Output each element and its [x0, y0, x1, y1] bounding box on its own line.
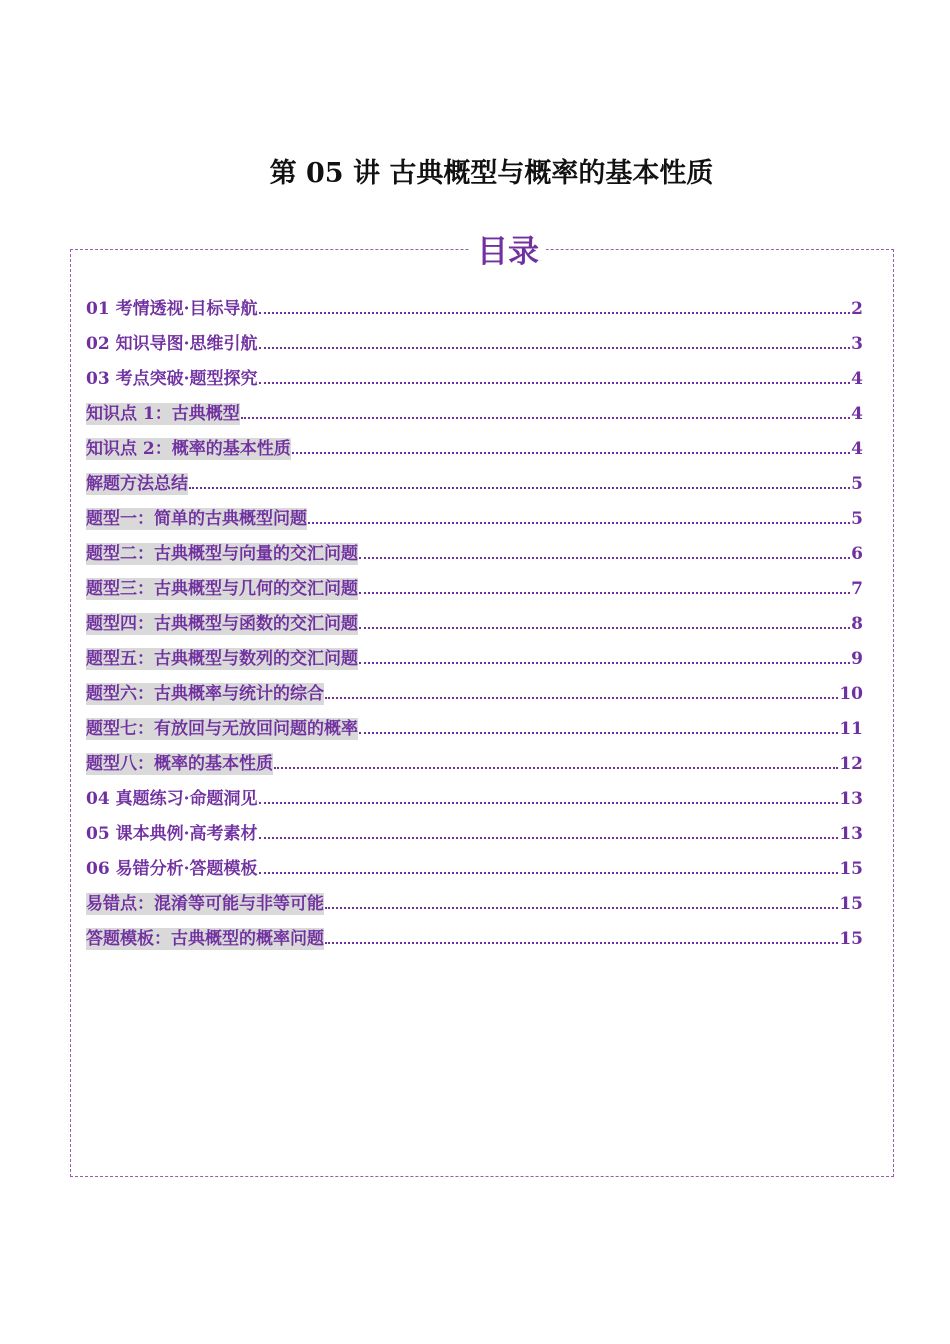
toc-heading: 目录: [470, 232, 546, 272]
toc-entry[interactable]: [86, 396, 863, 431]
toc-page-number[interactable]: 5: [851, 508, 863, 529]
toc-entry-label[interactable]: 02 知识导图·思维引航: [86, 333, 258, 354]
toc-dot-leader: [325, 942, 838, 944]
toc-entry-label[interactable]: 题型七：有放回与无放回问题的概率: [86, 718, 358, 739]
toc-entry-label[interactable]: 知识点 1：古典概型: [86, 403, 240, 424]
toc-page-number[interactable]: 15: [839, 928, 863, 949]
toc-page-number[interactable]: 13: [839, 788, 863, 809]
toc-page-number[interactable]: 12: [839, 753, 863, 774]
toc-page-number[interactable]: 9: [851, 648, 863, 669]
toc-entry[interactable]: [86, 326, 863, 361]
toc-entry[interactable]: [86, 606, 863, 641]
toc-page-number[interactable]: 15: [839, 893, 863, 914]
toc-page-number[interactable]: 6: [851, 543, 863, 564]
toc-entry-label[interactable]: 解题方法总结: [86, 473, 188, 494]
toc-dot-leader: [259, 837, 839, 839]
toc-page-number[interactable]: 13: [839, 823, 863, 844]
toc-entry[interactable]: [86, 746, 863, 781]
toc-dot-leader: [308, 522, 850, 524]
page-title: 第 05 讲 古典概型与概率的基本性质: [269, 158, 714, 189]
toc-entry[interactable]: [86, 501, 863, 536]
toc-page-number[interactable]: 4: [851, 368, 863, 389]
toc-dot-leader: [359, 592, 850, 594]
toc-entry-label[interactable]: 题型四：古典概型与函数的交汇问题: [86, 613, 358, 634]
toc-page-number[interactable]: 8: [851, 613, 863, 634]
toc-page-number[interactable]: 4: [851, 438, 863, 459]
toc-entry-label[interactable]: 答题模板：古典概型的概率问题: [86, 928, 324, 949]
toc-entry[interactable]: [86, 431, 863, 466]
toc-entry[interactable]: [86, 816, 863, 851]
toc-page-number[interactable]: 7: [851, 578, 863, 599]
toc-dot-leader: [259, 802, 839, 804]
toc-entry[interactable]: [86, 921, 863, 956]
toc-entry[interactable]: [86, 536, 863, 571]
toc-entry-label[interactable]: 01 考情透视·目标导航: [86, 298, 258, 319]
toc-dot-leader: [259, 312, 851, 314]
toc-dot-leader: [325, 697, 838, 699]
toc-dot-leader: [292, 452, 850, 454]
toc-entry-label[interactable]: 知识点 2：概率的基本性质: [86, 438, 291, 459]
toc-dot-leader: [259, 382, 851, 384]
toc-entry[interactable]: [86, 781, 863, 816]
toc-dot-leader: [274, 767, 838, 769]
toc-dot-leader: [359, 557, 850, 559]
toc-dot-leader: [359, 627, 850, 629]
toc-page-number[interactable]: 4: [851, 403, 863, 424]
toc-list: [86, 291, 863, 956]
toc-entry-label[interactable]: 04 真题练习·命题洞见: [86, 788, 258, 809]
toc-page-number[interactable]: 5: [851, 473, 863, 494]
toc-entry-label[interactable]: 题型六：古典概率与统计的综合: [86, 683, 324, 704]
toc-entry[interactable]: [86, 711, 863, 746]
toc-page-number[interactable]: 2: [851, 298, 863, 319]
toc-dot-leader: [259, 347, 851, 349]
toc-entry-label[interactable]: 题型五：古典概型与数列的交汇问题: [86, 648, 358, 669]
toc-dot-leader: [359, 662, 850, 664]
toc-entry-label[interactable]: 题型三：古典概型与几何的交汇问题: [86, 578, 358, 599]
toc-page-number[interactable]: 11: [839, 718, 863, 739]
toc-entry[interactable]: [86, 571, 863, 606]
toc-entry[interactable]: [86, 851, 863, 886]
toc-entry[interactable]: [86, 676, 863, 711]
toc-entry-label[interactable]: 题型二：古典概型与向量的交汇问题: [86, 543, 358, 564]
toc-entry-label[interactable]: 题型一：简单的古典概型问题: [86, 508, 307, 529]
toc-dot-leader: [189, 487, 850, 489]
toc-dot-leader: [359, 732, 838, 734]
toc-entry-label[interactable]: 易错点：混淆等可能与非等可能: [86, 893, 324, 914]
toc-entry[interactable]: [86, 466, 863, 501]
toc-page-number[interactable]: 15: [839, 858, 863, 879]
toc-entry[interactable]: [86, 641, 863, 676]
toc-entry-label[interactable]: 03 考点突破·题型探究: [86, 368, 258, 389]
toc-page-number[interactable]: 3: [851, 333, 863, 354]
toc-entry-label[interactable]: 06 易错分析·答题模板: [86, 858, 258, 879]
toc-dot-leader: [241, 417, 850, 419]
toc-entry[interactable]: [86, 361, 863, 396]
toc-dot-leader: [259, 872, 839, 874]
toc-dot-leader: [325, 907, 838, 909]
toc-page-number[interactable]: 10: [839, 683, 863, 704]
toc-entry[interactable]: [86, 886, 863, 921]
toc-entry[interactable]: [86, 291, 863, 326]
toc-entry-label[interactable]: 05 课本典例·高考素材: [86, 823, 258, 844]
toc-entry-label[interactable]: 题型八：概率的基本性质: [86, 753, 273, 774]
